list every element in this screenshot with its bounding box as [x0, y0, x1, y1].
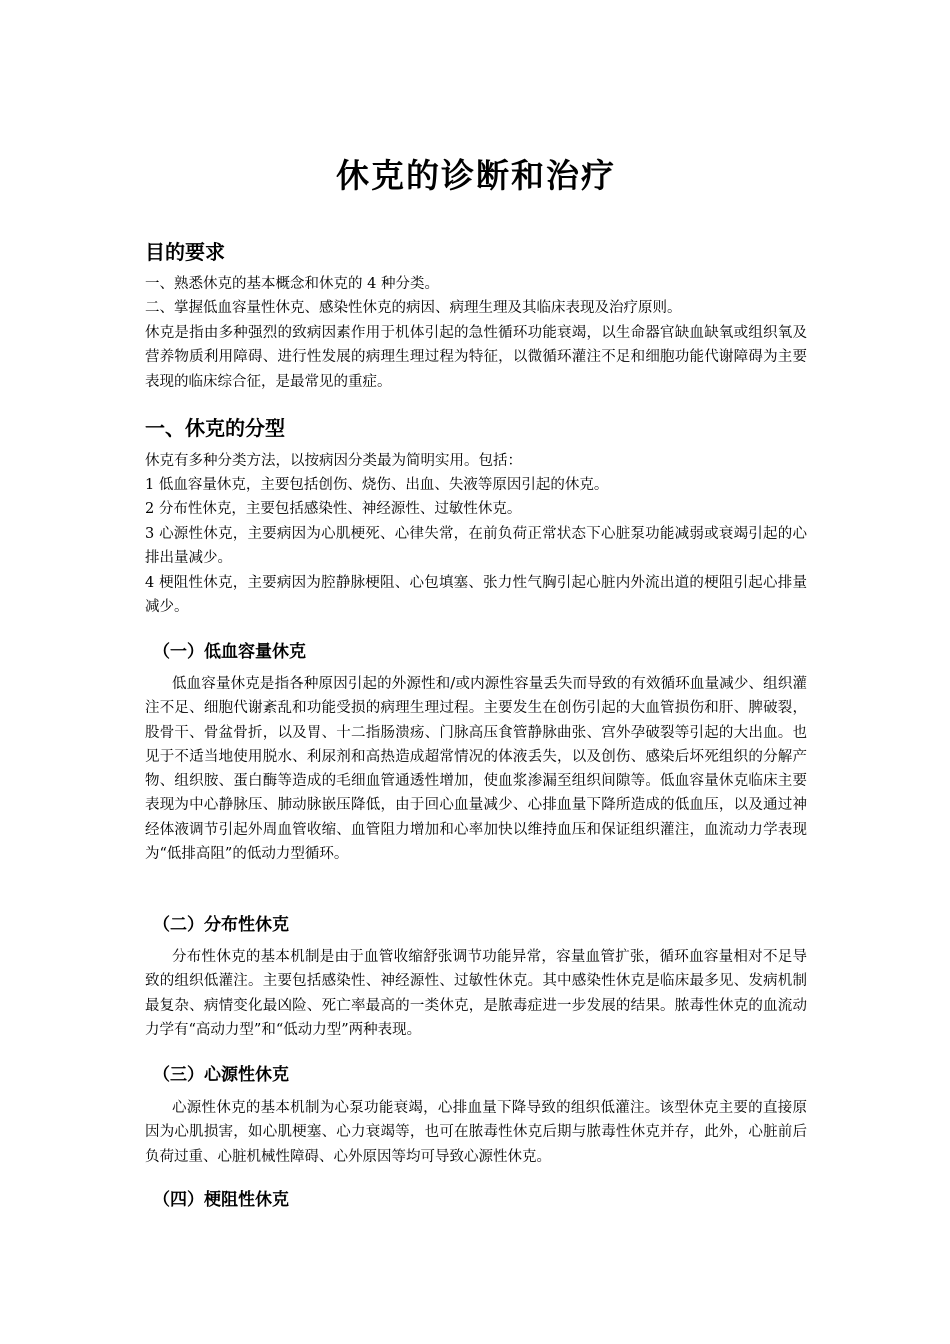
shock-type-1: 1 低血容量休克，主要包括创伤、烧伤、出血、失液等原因引起的休克。 [145, 477, 609, 493]
classification-heading: 一、休克的分型 [145, 416, 285, 440]
hypovolemic-shock-text: 低血容量休克是指各种原因引起的外源性和/或内源性容量丢失而导致的有效循环血量减少、组织灌注不足、细胞代谢紊乱和功能受损的病理生理过程。主要发生在创伤引起的大血管损伤和肝、脾破裂，股骨干、骨盆骨折，以及胃、十二指肠溃疡、门脉高压食管静脉曲张、宫外孕破裂等引起的大出血。也见于不适当地使用脱水、利尿剂和高热造成超常情况的体液丢失，以及创伤、感染后坏死组织的分解产物、组织胺、蛋白酶等造成的毛细血管通透性增加，使血浆渗漏至组织间隙等。低血容量休克临床主要表现为中心静脉压、肺动脉嵌压降低，由于回心血量减少、心排血量下降所造成的低血压，以及通过神经体液调节引起外周血管收缩、血管阻力增加和心率加快以维持血压和保证组织灌注，血流动力学表现为“低排高阻”的低动力型循环。 [145, 676, 807, 863]
cardiogenic-shock-heading: （三）心源性休克 [153, 1065, 289, 1085]
objective-item-2: 二、掌握低血容量性休克、感染性休克的病因、病理生理及其临床表现及治疗原则。 [145, 300, 682, 316]
shock-definition: 休克是指由多种强烈的致病因素作用于机体引起的急性循环功能衰竭，以生命器官缺血缺氧或组织氧及营养物质利用障碍、进行性发展的病理生理过程为特征，以微循环灌注不足和细胞功能代谢障碍为主要表现的临床综合征，是最常见的重症。 [145, 325, 807, 390]
cardiogenic-shock-text: 心源性休克的基本机制为心泵功能衰竭，心排血量下降导致的组织低灌注。该型休克主要的直接原因为心肌损害，如心肌梗塞、心力衰竭等，也可在脓毒性休克后期与脓毒性休克并存，此外，心脏前后负荷过重、心脏机械性障碍、心外原因等均可导致心源性休克。 [145, 1100, 807, 1165]
obstructive-shock-heading: （四）梗阻性休克 [153, 1190, 289, 1210]
objectives-heading: 目的要求 [145, 240, 225, 264]
distributive-shock-heading: （二）分布性休克 [153, 915, 289, 935]
hypovolemic-shock-heading: （一）低血容量休克 [153, 642, 306, 662]
shock-type-3: 3 心源性休克，主要病因为心肌梗死、心律失常，在前负荷正常状态下心脏泵功能减弱或衰竭引起的心排出量减少。 [145, 526, 807, 567]
shock-type-2: 2 分布性休克，主要包括感染性、神经源性、过敏性休克。 [145, 501, 522, 517]
document-title: 休克的诊断和治疗 [336, 156, 616, 195]
shock-type-4: 4 梗阻性休克，主要病因为腔静脉梗阻、心包填塞、张力性气胸引起心脏内外流出道的梗阻引起心排量减少。 [145, 575, 807, 616]
objective-item-1: 一、熟悉休克的基本概念和休克的 4 种分类。 [145, 276, 439, 292]
distributive-shock-text: 分布性休克的基本机制是由于血管收缩舒张调节功能异常，容量血管扩张，循环血容量相对不足导致的组织低灌注。主要包括感染性、神经源性、过敏性休克。其中感染性休克是临床最多见、发病机制最复杂、病情变化最凶险、死亡率最高的一类休克，是脓毒症进一步发展的结果。脓毒性休克的血流动力学有“高动力型”和“低动力型”两种表现。 [145, 949, 807, 1038]
classification-intro: 休克有多种分类方法，以按病因分类最为简明实用。包括： [145, 453, 522, 469]
